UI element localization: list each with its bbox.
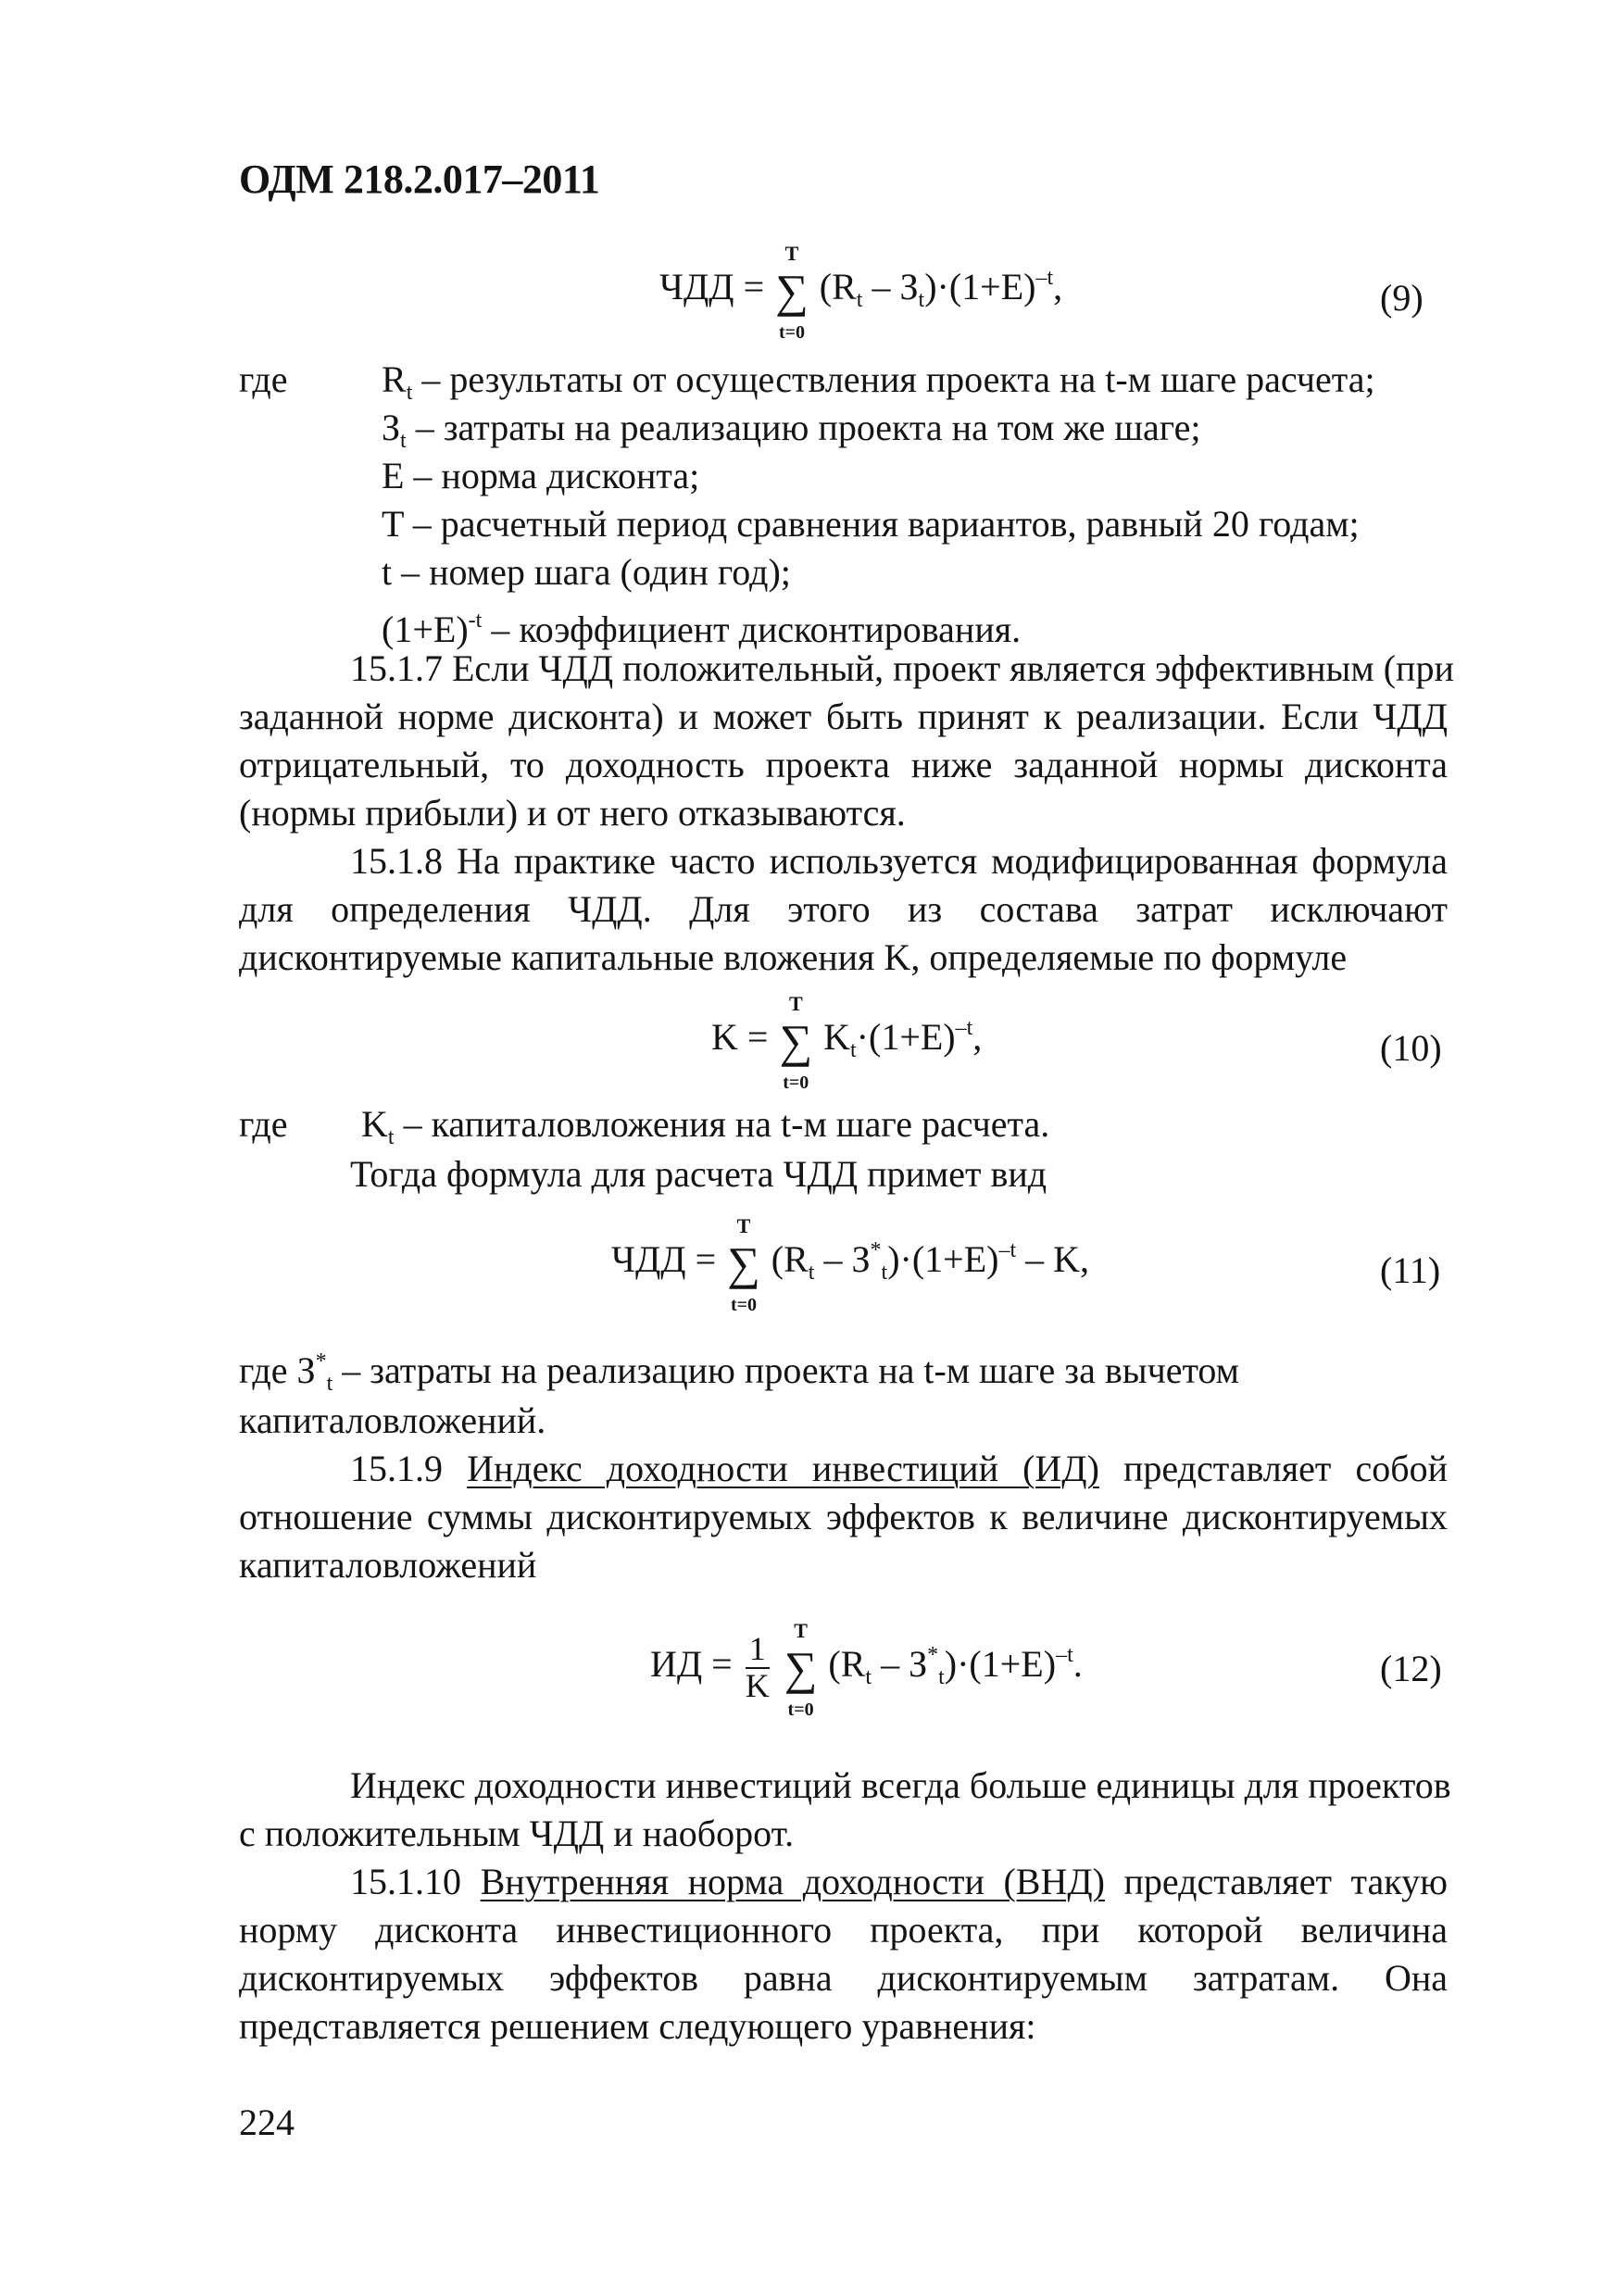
paragraph-line: (нормы прибыли) и от него отказываются. <box>239 792 906 834</box>
formula-12-rhs: $(R_t - З^*_t)\cdot(1+E)^{-t}$. <box>828 1642 1083 1689</box>
equation-number-10: (10) <box>1380 1027 1442 1069</box>
definition-item: t – номер шага (один год); <box>382 551 791 593</box>
definition-item: где $З^*_t$ – затраты на реализацию проекта на t-м шаге за вычетом <box>239 1349 1239 1396</box>
paragraph-line: дисконтируемые капитальные вложения K, определяемые по формуле <box>239 936 1348 978</box>
equation-number-12: (12) <box>1380 1648 1442 1689</box>
formula-9-rhs: $(R_t - З_t)\cdot(1+E)^{-t}$, <box>819 266 1063 312</box>
formula-10-lhs: K <box>711 1016 738 1058</box>
paragraph-line: 15.1.10 Внутренняя норма доходности (ВНД) представляет такую <box>350 1861 1449 1902</box>
formula-12: ИД = $\frac{1}{K}$ ∑ T t=0 $(R_t - З^*_t)\cdot(1+E)^{-t}$. <box>650 1618 1083 1720</box>
sum-symbol: ∑ T t=0 <box>775 241 809 343</box>
term-underlined: Внутренняя норма доходности (ВНД) <box>480 1861 1105 1902</box>
sum-symbol: ∑ T t=0 <box>779 991 813 1093</box>
page-number: 224 <box>239 2102 295 2143</box>
definition-item: $R_t$ – результаты от осуществления проекта на t-м шаге расчета; <box>382 358 1375 405</box>
paragraph-line: отношение суммы дисконтируемых эффектов к величине дисконтируемых <box>239 1496 1448 1537</box>
paragraph-line: 15.1.7 Если ЧДД положительный, проект является эффективным (при <box>350 647 1454 689</box>
formula-12-lhs: ИД <box>650 1642 703 1685</box>
formula-11-lhs: ЧДД <box>611 1238 686 1280</box>
formula-9: ЧДД = ∑ T t=0 $(R_t - З_t)\cdot(1+E)^{-t}$, <box>659 241 1063 343</box>
term-underlined: Индекс доходности инвестиций (ИД) <box>467 1448 1099 1489</box>
definition-item: капиталовложений. <box>239 1399 546 1441</box>
paragraph-line: для определения ЧДД. Для этого из состава затрат исключают <box>239 888 1448 930</box>
definition-item: $З_t$ – затраты на реализацию проекта на том же шаге; <box>382 407 1201 453</box>
formula-11: ЧДД = ∑ T t=0 $(R_t - З^*_t)\cdot(1+E)^{-t} - K$, <box>611 1213 1090 1315</box>
paragraph-line: 15.1.9 Индекс доходности инвестиций (ИД) представляет собой <box>350 1448 1448 1489</box>
paragraph-line: дисконтируемых эффектов равна дисконтируемым затратам. Она <box>239 1957 1448 1999</box>
paragraph-line: представляется решением следующего уравнения: <box>239 2005 1036 2047</box>
definition-item: $(1+E)^{-t}$ – коэффициент дисконтирования. <box>382 609 1022 650</box>
formula-11-rhs: $(R_t - З^*_t)\cdot(1+E)^{-t} - K$, <box>771 1238 1090 1285</box>
sum-symbol: ∑ T t=0 <box>784 1618 818 1720</box>
paragraph-line: Тогда формула для расчета ЧДД примет вид <box>350 1153 1047 1195</box>
paragraph-line: Индекс доходности инвестиций всегда больше единицы для проектов <box>350 1764 1451 1806</box>
sum-symbol: ∑ T t=0 <box>727 1213 760 1315</box>
document-header: ОДМ 218.2.017–2011 <box>239 157 600 202</box>
paragraph-line: 15.1.8 На практике часто используется модифицированная формула <box>350 840 1448 882</box>
paragraph-line: капиталовложений <box>239 1544 537 1586</box>
where-label: где <box>239 358 288 400</box>
paragraph-line: отрицательный, то доходность проекта ниже заданной нормы дисконта <box>239 744 1448 785</box>
equation-number-11: (11) <box>1380 1249 1441 1291</box>
definition-item: T – расчетный период сравнения вариантов, равный 20 годам; <box>382 503 1360 545</box>
formula-10: K = ∑ T t=0 $K_t\cdot(1+E)^{-t}$, <box>711 991 983 1093</box>
paragraph-line: норму дисконта инвестиционного проекта, при которой величина <box>239 1909 1448 1951</box>
where-label: где <box>239 1103 288 1145</box>
definition-item: $K_t$ – капиталовложения на t-м шаге расчета. <box>361 1103 1050 1149</box>
formula-10-rhs: $K_t\cdot(1+E)^{-t}$, <box>823 1016 983 1062</box>
definition-item: E – норма дисконта; <box>382 455 700 496</box>
fraction: $\frac{1}{K}$ <box>745 1630 770 1704</box>
equation-number-9: (9) <box>1380 277 1424 319</box>
formula-9-lhs: ЧДД <box>659 266 734 307</box>
paragraph-line: заданной норме дисконта) и может быть принят к реализации. Если ЧДД <box>239 696 1448 737</box>
paragraph-line: с положительным ЧДД и наоборот. <box>239 1813 795 1854</box>
